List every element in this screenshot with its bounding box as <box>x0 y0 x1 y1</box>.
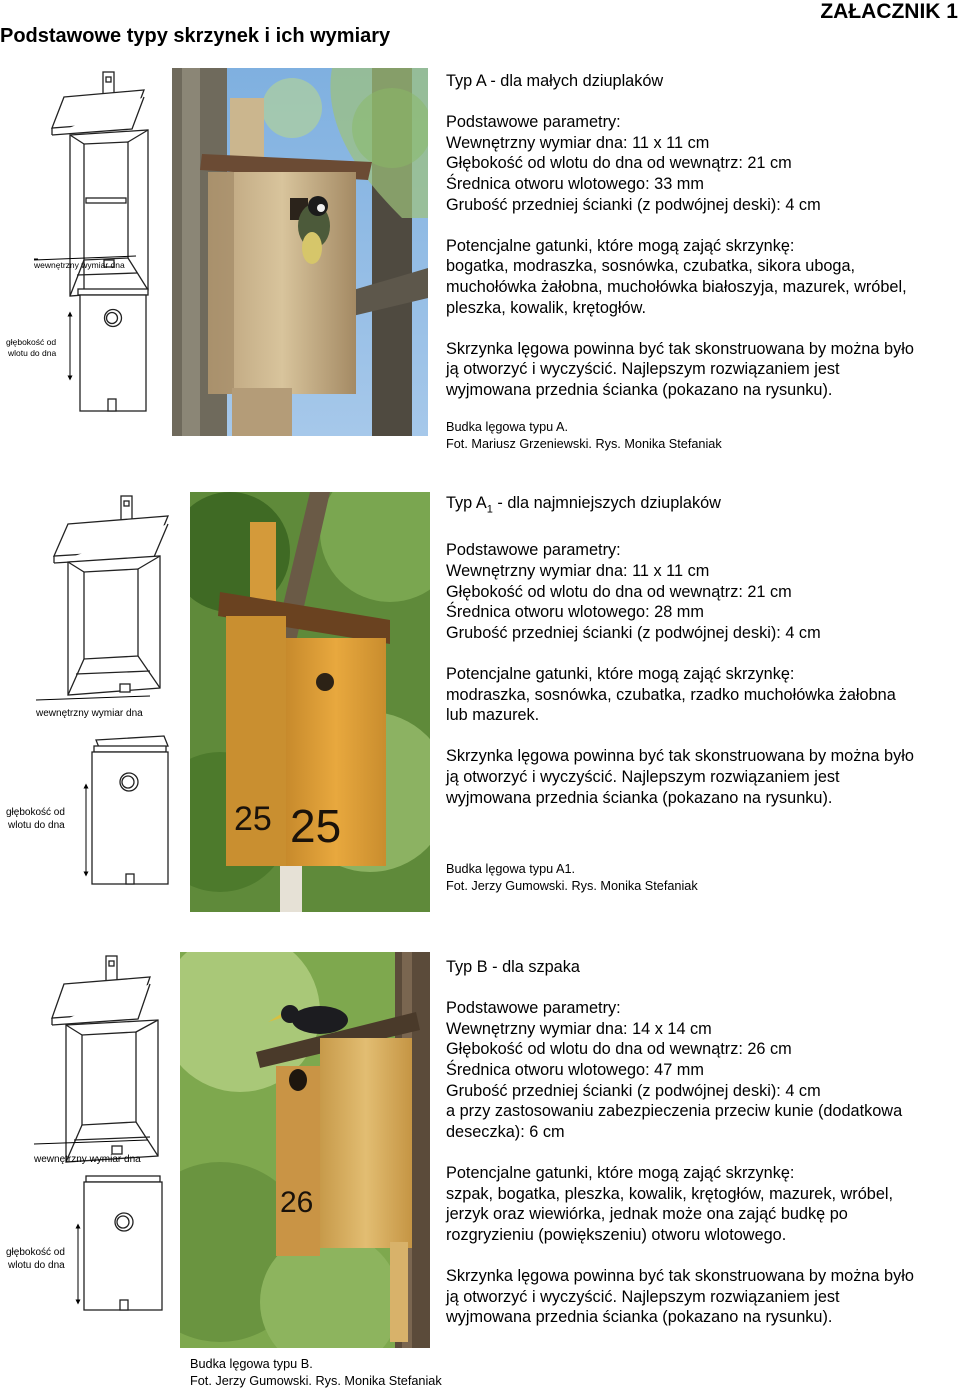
param-line: Wewnętrzny wymiar dna: 14 x 14 cm <box>446 1019 712 1038</box>
param-line: Grubość przedniej ścianki (z podwójnej deski): 4 cm <box>446 1081 821 1100</box>
param-line: Średnica otworu wlotowego: 28 mm <box>446 603 704 622</box>
inner-dim-label: wewnętrzny wymiar dna <box>36 708 143 719</box>
note-line: wyjmowana przednia ścianka (pokazano na rysunku). <box>446 1308 833 1327</box>
section-heading: Typ A - dla małych dziuplaków <box>446 72 664 90</box>
section-heading: Typ $A_1$ - dla najmniejszych dziuplaków <box>446 494 721 516</box>
diagram-type-b <box>0 950 180 1330</box>
photo-type-b <box>180 952 430 1348</box>
species-line: pleszka, kowalik, krętogłów. <box>446 298 646 317</box>
species-title: Potencjalne gatunki, które mogą zająć skrzynkę: <box>446 665 795 683</box>
depth-label-2: wlotu do dna <box>8 1260 65 1271</box>
depth-label-2: wlotu do dna <box>8 348 57 358</box>
note-line: ją otworzyć i wyczyścić. Najlepszym rozwiązaniem jest <box>446 1287 840 1306</box>
param-line: Głębokość od wlotu do dna od wewnątrz: 21 cm <box>446 582 792 601</box>
param-line: Grubość przedniej ścianki (z podwójnej deski): 4 cm <box>446 623 821 642</box>
species-title: Potencjalne gatunki, które mogą zająć skrzynkę: <box>446 236 795 255</box>
note-line: Skrzynka lęgowa powinna być tak skonstruowana by można było <box>446 747 914 766</box>
species-line: rozgryzieniu (powiększeniu) otworu wlotowego. <box>446 1225 787 1244</box>
depth-label-1: głębokość od <box>6 337 57 347</box>
section-heading: Typ B - dla szpaka <box>446 958 580 976</box>
params-title: Podstawowe parametry: <box>446 999 621 1018</box>
param-line: Wewnętrzny wymiar dna: 11 x 11 cm <box>446 562 710 581</box>
section-a-text <box>446 71 914 401</box>
diagram-type-a <box>0 60 172 420</box>
param-line: Grubość przedniej ścianki (z podwójnej deski): 4 cm <box>446 195 821 214</box>
note-line: Skrzynka lęgowa powinna być tak skonstruowana by można było <box>446 339 914 358</box>
note-line: wyjmowana przednia ścianka (pokazano na rysunku). <box>446 788 833 807</box>
species-line: lub mazurek. <box>446 706 540 725</box>
section-a1-text <box>446 493 914 808</box>
species-line: muchołówka żałobna, muchołówka białoszyja, mazurek, wróbel, <box>446 277 907 296</box>
species-line: modraszka, sosnówka, czubatka, rzadko muchołówka żałobna <box>446 685 896 704</box>
section-b-text <box>446 957 914 1328</box>
param-line: Głębokość od wlotu do dna od wewnątrz: 26 cm <box>446 1040 792 1059</box>
note-line: Skrzynka lęgowa powinna być tak skonstruowana by można było <box>446 1266 914 1285</box>
note-line: ją otworzyć i wyczyścić. Najlepszym rozwiązaniem jest <box>446 360 840 379</box>
box-number-front: 25 <box>290 800 342 852</box>
species-title: Potencjalne gatunki, które mogą zająć skrzynkę: <box>446 1163 795 1182</box>
param-line: a przy zastosowaniu zabezpieczenia przeciw kunie (dodatkowa <box>446 1102 903 1121</box>
photo-type-a <box>172 68 428 436</box>
diagram-type-a1 <box>0 490 190 890</box>
depth-label-1: głębokość od <box>6 807 65 818</box>
depth-label-1: głębokość od <box>6 1247 65 1258</box>
species-line: szpak, bogatka, pleszka, kowalik, krętogłów, mazurek, wróbel, <box>446 1184 894 1203</box>
params-title: Podstawowe parametry: <box>446 541 621 560</box>
param-line: deseczka): 6 cm <box>446 1122 565 1141</box>
caption-b: Budka lęgowa typu B. Fot. Jerzy Gumowski. Rys. Monika Stefaniak <box>190 1357 442 1388</box>
species-line: bogatka, modraszka, sosnówka, czubatka, sikora uboga, <box>446 257 856 276</box>
param-line: Głębokość od wlotu do dna od wewnątrz: 21 cm <box>446 154 792 173</box>
caption-a1: Budka lęgowa typu A1. Fot. Jerzy Gumowski. Rys. Monika Stefaniak <box>446 862 698 893</box>
param-line: Średnica otworu wlotowego: 47 mm <box>446 1060 704 1079</box>
caption-a: Budka lęgowa typu A. Fot. Mariusz Grzeniewski. Rys. Monika Stefaniak <box>446 420 722 451</box>
params-title: Podstawowe parametry: <box>446 113 621 132</box>
box-number-side: 26 <box>280 1186 314 1219</box>
inner-dim-label: wewnętrzny wymiar dna <box>34 1154 141 1165</box>
note-line: ją otworzyć i wyczyścić. Najlepszym rozwiązaniem jest <box>446 767 840 786</box>
param-line: Wewnętrzny wymiar dna: 11 x 11 cm <box>446 133 710 152</box>
note-line: wyjmowana przednia ścianka (pokazano na rysunku). <box>446 380 833 399</box>
box-number-side: 25 <box>234 800 272 838</box>
page-title: Podstawowe typy skrzynek i ich wymiary <box>0 25 391 47</box>
species-line: jerzyk oraz wiewiórka, jednak może ona zająć budkę po <box>446 1205 848 1224</box>
inner-dim-label: wewnętrzny wymiar dna <box>34 260 125 270</box>
photo-type-a1 <box>190 492 430 912</box>
param-line: Średnica otworu wlotowego: 33 mm <box>446 174 704 193</box>
depth-label-2: wlotu do dna <box>8 820 65 831</box>
annex-label: ZAŁACZNIK 1 <box>820 0 958 23</box>
